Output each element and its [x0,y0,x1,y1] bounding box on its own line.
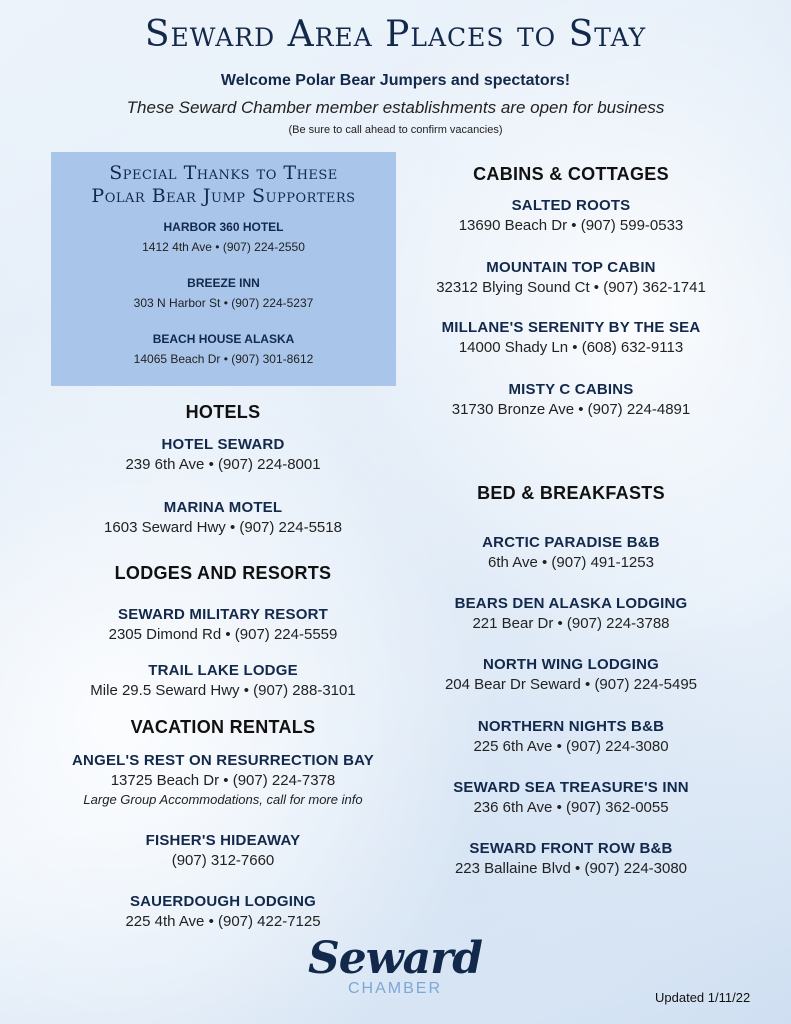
updated-date: Updated 1/11/22 [655,990,751,1005]
sponsor-heading [51,162,396,208]
listing-name: MOUNTAIN TOP CABIN [486,259,656,276]
listing-entry [396,197,746,234]
listing-entry [30,832,416,869]
logo-subtitle: CHAMBER [347,980,442,997]
lodges-heading: LODGES AND RESORTS [114,563,332,583]
listing-name: HOTEL SEWARD [161,436,285,453]
listing-name: MISTY C CABINS [508,381,634,398]
listing-entry [30,662,416,699]
listing-address: 204 Bear Dr Seward • (907) 224-5495 [444,676,698,693]
sponsor-name: HARBOR 360 HOTEL [163,220,284,234]
logo-script: Seward [307,933,483,984]
listing-address: 6th Ave • (907) 491-1253 [488,554,654,571]
listing-name: SEWARD SEA TREASURE'S INN [453,779,689,796]
sponsor-item [51,220,396,254]
listing-name: ANGEL'S REST ON RESURRECTION BAY [72,752,374,769]
listing-address: (907) 312-7660 [171,852,275,869]
welcome-line: Welcome Polar Bear Jumpers and spectators! [220,72,571,89]
vacancy-note: (Be sure to call ahead to confirm vacancies) [288,124,503,136]
listing-address: 13725 Beach Dr • (907) 224-7378 [110,772,336,789]
listing-entry [396,595,746,632]
listing-note: Large Group Accommodations, call for more info [83,792,363,807]
listing-entry [396,779,746,816]
sponsor-address: 303 N Harbor St • (907) 224-5237 [133,296,314,310]
listing-address: 236 6th Ave • (907) 362-0055 [473,799,669,816]
sponsor-item [51,276,396,310]
sponsor-box [51,152,396,386]
listing-address: 221 Bear Dr • (907) 224-3788 [472,615,670,632]
sponsor-address: 14065 Beach Dr • (907) 301-8612 [133,352,314,366]
listing-entry [396,381,746,418]
bnb-heading: BED & BREAKFASTS [477,483,665,503]
listing-name: SAUERDOUGH LODGING [129,893,317,910]
intro-line: These Seward Chamber member establishments are open for business [126,98,665,117]
listing-address: 2305 Dimond Rd • (907) 224-5559 [108,626,338,643]
listing-name: BEARS DEN ALASKA LODGING [454,595,688,612]
listing-address: 225 6th Ave • (907) 224-3080 [473,738,669,755]
listing-name: SEWARD MILITARY RESORT [118,606,328,623]
listing-address: Mile 29.5 Seward Hwy • (907) 288-3101 [90,682,356,699]
listing-name: SALTED ROOTS [511,197,631,214]
listing-name: ARCTIC PARADISE B&B [482,534,660,551]
listing-name: SEWARD FRONT ROW B&B [469,840,673,857]
listing-entry [396,319,746,356]
listing-entry [30,436,416,473]
listing-address: 223 Ballaine Blvd • (907) 224-3080 [454,860,688,877]
listing-address: 225 4th Ave • (907) 422-7125 [125,913,321,930]
listing-entry [396,656,746,693]
listing-address: 239 6th Ave • (907) 224-8001 [125,456,321,473]
sponsor-name: BREEZE INN [187,276,260,290]
listing-name: NORTHERN NIGHTS B&B [477,718,665,735]
listing-name: MILLANE'S SERENITY BY THE SEA [441,319,701,336]
sponsor-heading-line2: Polar Bear Jump Supporters [91,185,356,207]
listing-entry [396,718,746,755]
listing-entry [30,752,416,807]
listing-entry [30,499,416,536]
listing-name: MARINA MOTEL [163,499,283,516]
sponsor-name: BEACH HOUSE ALASKA [152,332,295,346]
vacation-heading: VACATION RENTALS [130,717,316,737]
listing-name: FISHER'S HIDEAWAY [145,832,301,849]
page-title: Seward Area Places to Stay [144,14,647,55]
sponsor-item [51,332,396,366]
listing-address: 1603 Seward Hwy • (907) 224-5518 [104,519,342,536]
sponsor-heading-line1: Special Thanks to These [109,162,338,184]
listing-entry [30,606,416,643]
listing-name: NORTH WING LODGING [482,656,660,673]
listing-address: 14000 Shady Ln • (608) 632-9113 [458,339,684,356]
seward-chamber-logo [300,933,490,998]
listing-address: 32312 Blying Sound Ct • (907) 362-1741 [436,279,706,296]
listing-entry [396,259,746,296]
cabins-heading: CABINS & COTTAGES [473,164,669,184]
listing-address: 31730 Bronze Ave • (907) 224-4891 [451,401,691,418]
listing-name: TRAIL LAKE LODGE [148,662,298,679]
listing-entry [396,534,746,571]
listing-address: 13690 Beach Dr • (907) 599-0533 [458,217,684,234]
hotels-heading: HOTELS [185,402,261,422]
listing-entry [30,893,416,930]
sponsor-address: 1412 4th Ave • (907) 224-2550 [142,240,305,254]
listing-entry [396,840,746,877]
